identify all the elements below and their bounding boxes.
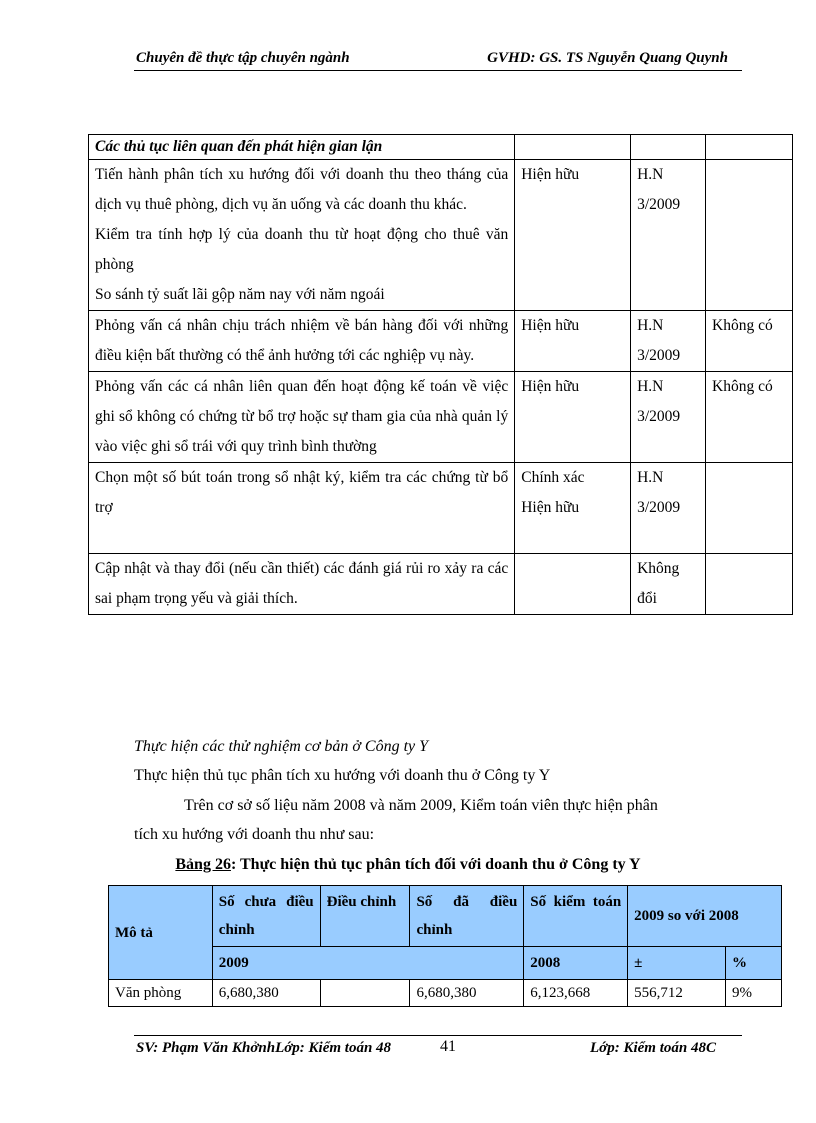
procedure-line: Kiểm tra tính hợp lý của doanh thu từ hoạt động cho thuê văn phòng	[95, 226, 509, 273]
procedure-row	[89, 554, 793, 615]
procedure-line: Phỏng vấn các cá nhân liên quan đến hoạt động kế toán về việc ghi sổ không có chứng từ bổ trợ hoặc sự tham gia của nhà quản lý vào việc ghi sổ trái với quy trình bình thường	[95, 378, 509, 455]
cell-pct: 9%	[726, 980, 782, 1007]
procedures-table	[88, 134, 793, 615]
col-header-pct: %	[726, 947, 782, 980]
cell-audited: 6,123,668	[524, 980, 628, 1007]
procedure-assertion: Hiện hữu	[515, 372, 631, 463]
procedures-heading-row	[89, 135, 793, 160]
table-caption	[0, 856, 816, 874]
procedure-result	[706, 554, 793, 615]
procedures-heading: Các thủ tục liên quan đến phát hiện gian lận	[89, 135, 515, 160]
procedure-row	[89, 463, 793, 554]
table-caption-text: : Thực hiện thủ tục phân tích đối với doanh thu ở Công ty Y	[230, 856, 641, 873]
paragraph-line-2: tích xu hướng với doanh thu như sau:	[134, 826, 375, 843]
procedure-description	[89, 372, 515, 463]
footer-student: SV: Phạm Văn KhởnhLớp: Kiểm toán 48	[136, 1040, 392, 1056]
procedure-description	[89, 463, 515, 554]
procedure-assertion: Hiện hữu	[515, 311, 631, 372]
page-header	[134, 48, 742, 71]
procedure-row	[89, 372, 793, 463]
paragraph-line-1: Trên cơ sở số liệu năm 2008 và năm 2009, Kiểm toán viên thực hiện phân	[184, 797, 658, 814]
col-header-unadjusted: Số chưa điều chỉnh	[212, 886, 320, 947]
col-header-comparison: 2009 so với 2008	[628, 886, 782, 947]
footer-class: Lớp: Kiểm toán 48C	[590, 1040, 716, 1056]
procedure-result: Không có	[706, 311, 793, 372]
table-caption-label: Bảng 26	[175, 856, 231, 873]
col-header-audited: Số kiểm toán	[524, 886, 628, 947]
procedure-reference: H.N 3/2009	[631, 372, 706, 463]
header-course-title: Chuyên đề thực tập chuyên ngành	[136, 50, 350, 66]
cell-adjustment	[320, 980, 410, 1007]
procedure-result	[706, 160, 793, 311]
procedure-assertion	[515, 554, 631, 615]
header-supervisor: GVHD: GS. TS Nguyễn Quang Quynh	[487, 50, 728, 66]
footer-rule	[134, 1035, 742, 1036]
cell-diff: 556,712	[628, 980, 726, 1007]
procedure-line: Phỏng vấn cá nhân chịu trách nhiệm về bán hàng đối với những điều kiện bất thường có thể ảnh hưởng tới các nghiệp vụ này.	[95, 317, 509, 364]
procedure-reference: H.N 3/2009	[631, 463, 706, 554]
col-header-adjustment: Điều chỉnh	[320, 886, 410, 947]
procedure-line: So sánh tỷ suất lãi gộp năm nay với năm ngoái	[95, 286, 385, 303]
procedure-line: Chọn một số bút toán trong sổ nhật ký, kiểm tra các chứng từ bổ trợ	[95, 469, 509, 516]
cell-description: Văn phòng	[109, 980, 213, 1007]
cell-adjusted: 6,680,380	[410, 980, 524, 1007]
procedure-assertion: Hiện hữu	[515, 160, 631, 311]
col-header-diff: ±	[628, 947, 726, 980]
subheading: Thực hiện thủ tục phân tích xu hướng với doanh thu ở Công ty Y	[134, 767, 551, 784]
col-header-adjusted: Số đã điều chỉnh	[410, 886, 524, 947]
cell-unadjusted: 6,680,380	[212, 980, 320, 1007]
procedure-reference: H.N 3/2009	[631, 160, 706, 311]
procedure-reference: Không đổi	[631, 554, 706, 615]
procedure-row	[89, 160, 793, 311]
col-header-2008: 2008	[524, 947, 628, 980]
procedure-line: Cập nhật và thay đổi (nếu cần thiết) các đánh giá rủi ro xảy ra các sai phạm trọng yếu và giải thích.	[95, 560, 509, 607]
page-number: 41	[440, 1038, 456, 1055]
revenue-row	[109, 980, 782, 1007]
procedure-description	[89, 311, 515, 372]
procedure-description	[89, 160, 515, 311]
revenue-header-row	[109, 886, 782, 947]
procedure-row	[89, 311, 793, 372]
procedure-reference: H.N 3/2009	[631, 311, 706, 372]
revenue-table	[108, 885, 782, 1007]
procedure-description	[89, 554, 515, 615]
procedure-assertion: Chính xác Hiện hữu	[515, 463, 631, 554]
procedure-result: Không có	[706, 372, 793, 463]
col-header-description: Mô tả	[109, 886, 213, 980]
procedure-result	[706, 463, 793, 554]
section-heading: Thực hiện các thử nghiệm cơ bản ở Công ty Y	[134, 738, 429, 755]
col-header-2009: 2009	[212, 947, 524, 980]
procedure-line: Tiến hành phân tích xu hướng đối với doanh thu theo tháng của dịch vụ thuê phòng, dịch vụ ăn uống và các doanh thu khác.	[95, 166, 509, 213]
